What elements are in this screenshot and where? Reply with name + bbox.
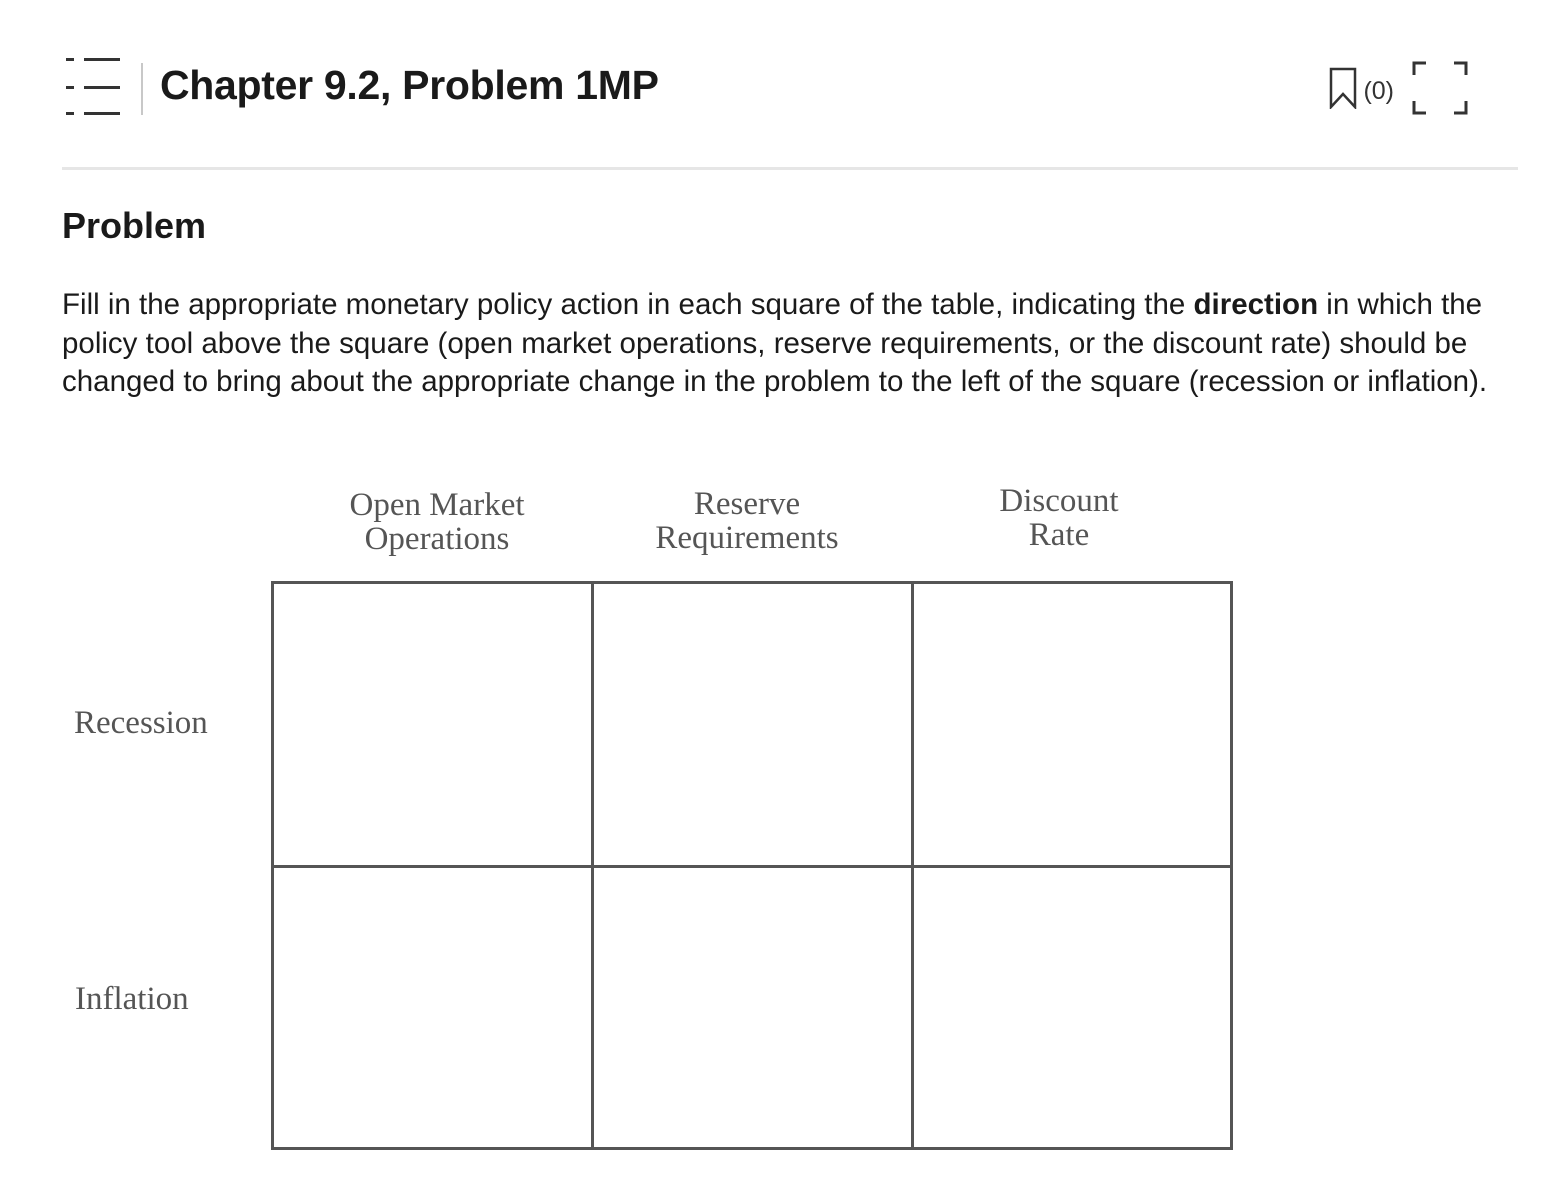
cell-recession-reserve-requirements[interactable] bbox=[591, 581, 914, 868]
header-actions bbox=[1329, 62, 1470, 118]
problem-text-bold: direction bbox=[1193, 288, 1319, 321]
problem-text-start: Fill in the appropriate monetary policy action in each square of the table, indicating the bbox=[62, 288, 1194, 321]
cell-inflation-open-market-operations[interactable] bbox=[271, 865, 594, 1150]
problem-heading: Problem bbox=[62, 205, 207, 246]
problem-text bbox=[62, 286, 1524, 402]
expand-button[interactable] bbox=[1410, 59, 1470, 122]
policy-table-figure bbox=[62, 470, 1262, 1170]
column-header-line: Reserve bbox=[693, 486, 801, 522]
header-divider bbox=[141, 63, 143, 115]
page-header bbox=[62, 48, 1518, 132]
header-separator bbox=[62, 167, 1518, 170]
expand-icon bbox=[1410, 104, 1470, 121]
column-header-reserve-requirements bbox=[622, 487, 872, 555]
column-header-line: Open Market bbox=[349, 487, 525, 523]
column-header-line: Discount bbox=[999, 483, 1119, 519]
cell-inflation-reserve-requirements[interactable] bbox=[591, 865, 914, 1150]
row-label-inflation: Inflation bbox=[75, 981, 189, 1017]
bookmark-count: (0) bbox=[1363, 76, 1394, 105]
column-header-line: Rate bbox=[1028, 517, 1090, 553]
cell-inflation-discount-rate[interactable] bbox=[911, 865, 1233, 1150]
column-header-open-market-operations bbox=[317, 488, 557, 556]
page-title: Chapter 9.2, Problem 1MP bbox=[160, 62, 659, 108]
problem-text-end: in which the policy tool above the square (open market operations, reserve requirements, or the discount rate) should be changed to bring about the appropriate change in the problem to the left of the square (recession or inflation). bbox=[62, 288, 1488, 398]
row-label-recession: Recession bbox=[74, 705, 208, 741]
cell-recession-open-market-operations[interactable] bbox=[271, 581, 594, 868]
column-header-discount-rate bbox=[959, 484, 1159, 552]
policy-table-grid bbox=[271, 581, 1235, 1150]
bookmark-button[interactable] bbox=[1329, 67, 1394, 114]
list-menu-icon[interactable] bbox=[62, 54, 122, 116]
column-header-line: Operations bbox=[364, 521, 510, 557]
column-header-line: Requirements bbox=[655, 520, 839, 556]
cell-recession-discount-rate[interactable] bbox=[911, 581, 1233, 868]
bookmark-icon bbox=[1329, 67, 1357, 114]
